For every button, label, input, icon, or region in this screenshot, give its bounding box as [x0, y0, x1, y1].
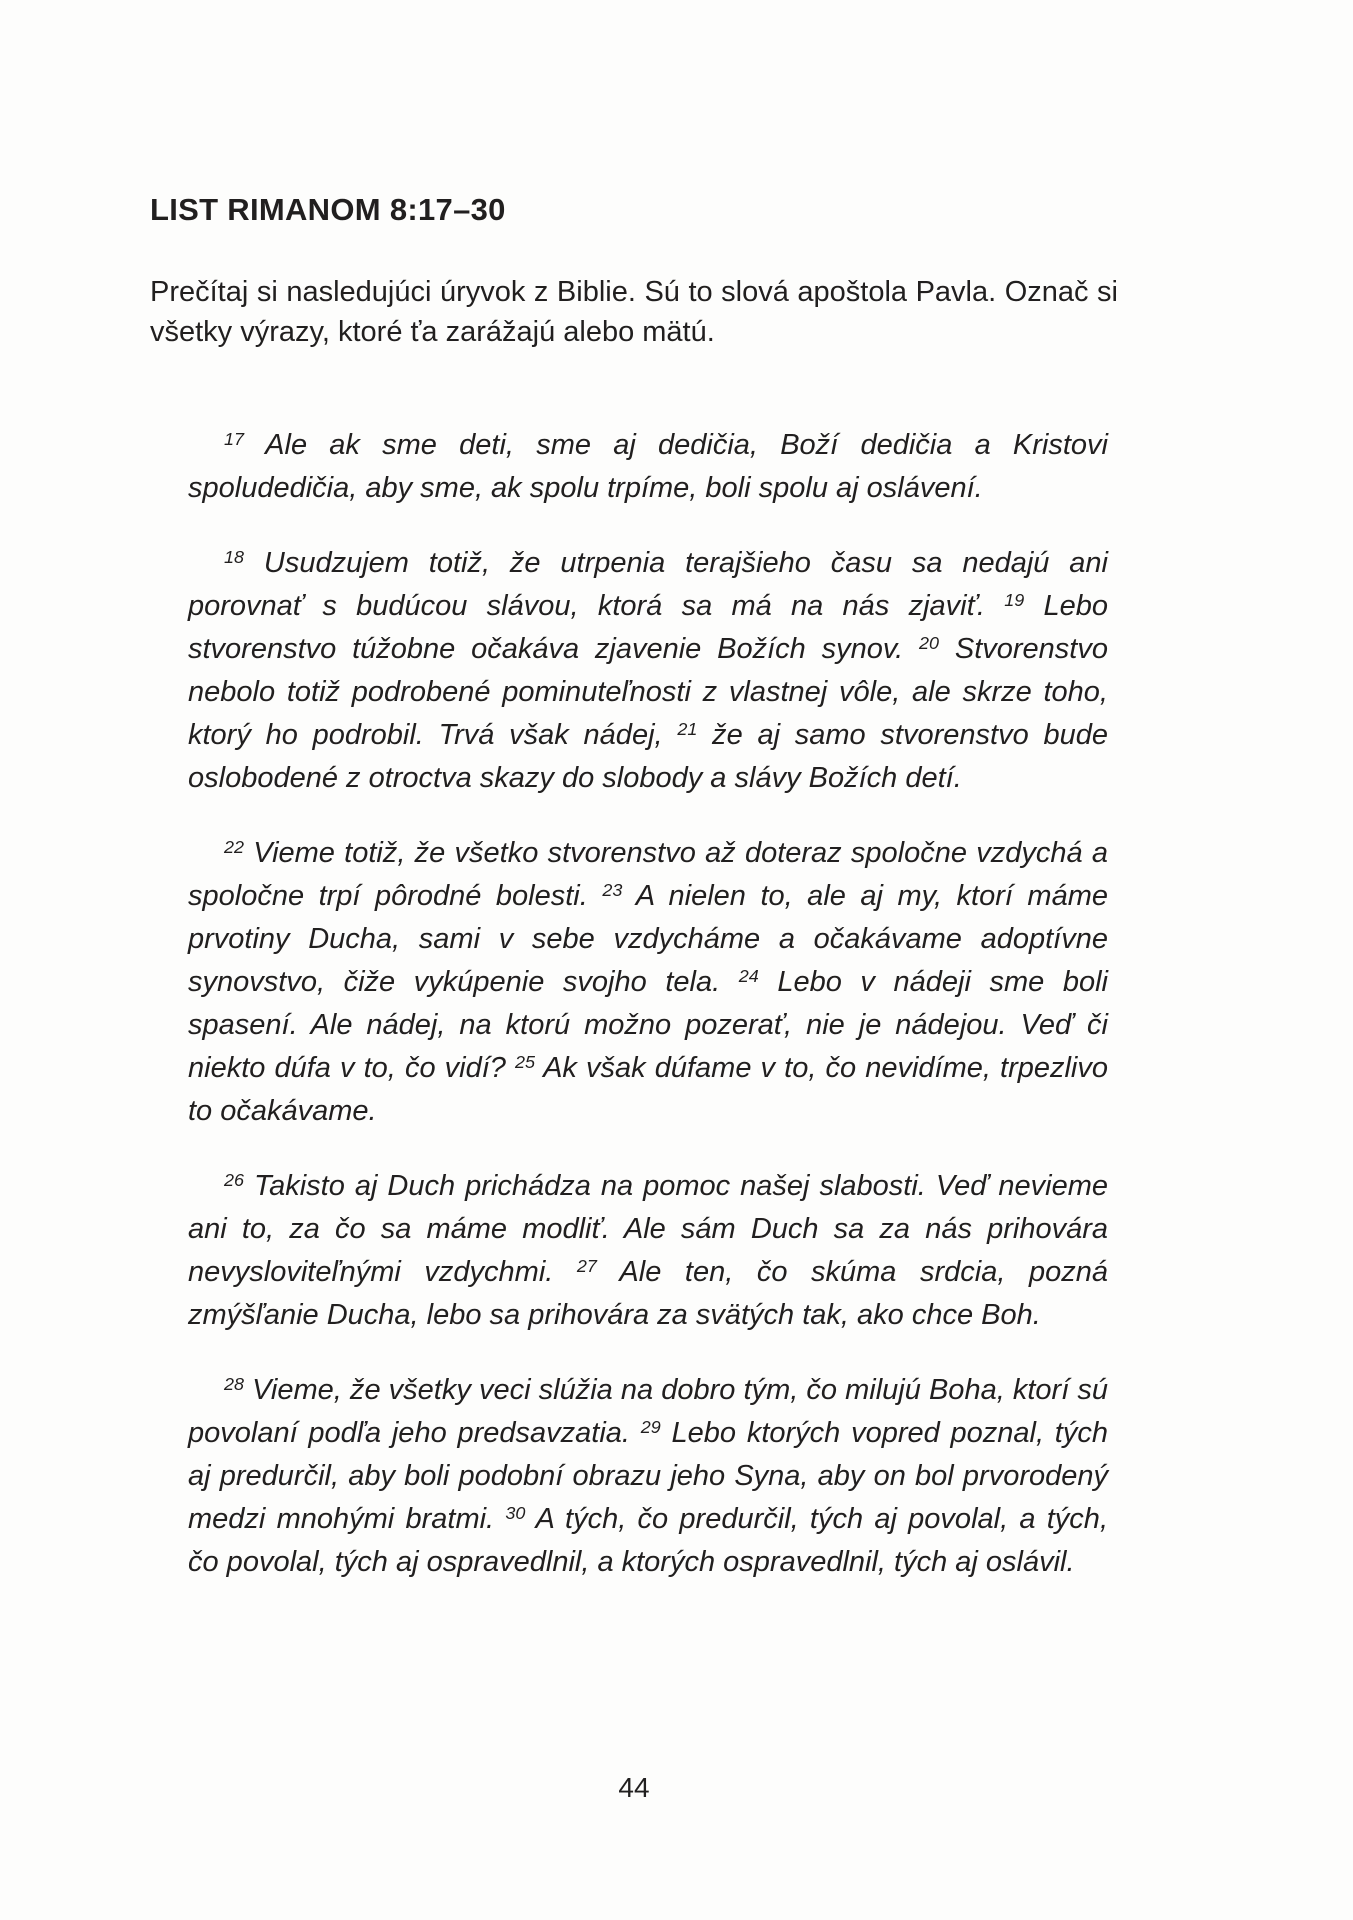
page-number: 44 [618, 1772, 650, 1803]
verse-number: 28 [224, 1374, 244, 1395]
verse-paragraph: $^{26}$ Takisto aj Duch prichádza na pomoc našej slabosti. Veď nevieme ani to, za čo sa máme modliť. Ale sám Duch sa za nás prihovára nevysloviteľnými vzdychmi. $^{27}$ Ale ten, čo skúma srdcia, pozná zmýšľanie Ducha, lebo sa prihovára za svätých tak, ako chce Boh. [188, 1170, 1109, 1331]
verse-number: 27 [576, 1256, 597, 1277]
verse-number: 24 [738, 966, 759, 987]
verse-number: 19 [1004, 590, 1025, 611]
verse-number: 22 [224, 837, 244, 858]
verse-paragraph: $^{22}$ Vieme totiž, že všetko stvorenstvo až doteraz spoločne vzdychá a spoločne trpí pôrodné bolesti. $^{23}$ A nielen to, ale aj my, ktorí máme prvotiny Ducha, sami v sebe vzdycháme a očakávame adoptívne synovstvo, čiže vykúpenie svojho tela. $^{24}$ Lebo v nádeji sme boli spasení. Ale nádej, na ktorú možno pozerať, nie je nádejou. Veď či niekto dúfa v to, čo vidí? $^{25}$ Ak však dúfame v to, čo nevidíme, trpezlivo to očakávame. [188, 837, 1109, 1127]
verse-number: 18 [224, 547, 244, 568]
verse-number: 23 [602, 880, 623, 901]
verse-number: 21 [677, 719, 698, 740]
verse-number: 29 [640, 1417, 661, 1438]
verse-number: 25 [515, 1052, 536, 1073]
verse-number: 30 [505, 1503, 526, 1524]
bible-passage [188, 424, 1108, 1584]
verse-paragraph: $^{17}$ Ale ak sme deti, sme aj dedičia, Boží dedičia a Kristovi spoludedičia, aby sme, ak spolu trpíme, boli spolu aj oslávení. [188, 429, 1109, 504]
verse-number: 17 [224, 429, 244, 450]
intro-text: Prečítaj si nasledujúci úryvok z Biblie. Sú to slová apoštola Pavla. Označ si všetky výrazy, ktoré ťa zarážajú alebo mätú. [150, 276, 1118, 348]
page-title: LIST RIMANOM 8:17–30 [150, 192, 506, 227]
verse-paragraph: $^{18}$ Usudzujem totiž, že utrpenia terajšieho času sa nedajú ani porovnať s budúcou slávou, ktorá sa má na nás zjaviť. $^{19}$ Lebo stvorenstvo túžobne očakáva zjavenie Božích synov. $^{20}$ Stvorenstvo nebolo totiž podrobené pominuteľnosti z vlastnej vôle, ale skrze toho, ktorý ho podrobil. Trvá však nádej, $^{21}$ že aj samo stvorenstvo bude oslobodené z otroctva skazy do slobody a slávy Božích detí. [188, 547, 1108, 794]
verse-number: 20 [919, 633, 940, 654]
verse-paragraph: $^{28}$ Vieme, že všetky veci slúžia na dobro tým, čo milujú Boha, ktorí sú povolaní podľa jeho predsavzatia. $^{29}$ Lebo ktorých vopred poznal, tých aj predurčil, aby boli podobní obrazu jeho Syna, aby on bol prvorodený medzi mnohými bratmi. $^{30}$ A tých, čo predurčil, tých aj povolal, a tých, čo povolal, tých aj ospravedlnil, a ktorých ospravedlnil, tých aj oslávil. [188, 1374, 1108, 1578]
verse-number: 26 [224, 1170, 244, 1191]
